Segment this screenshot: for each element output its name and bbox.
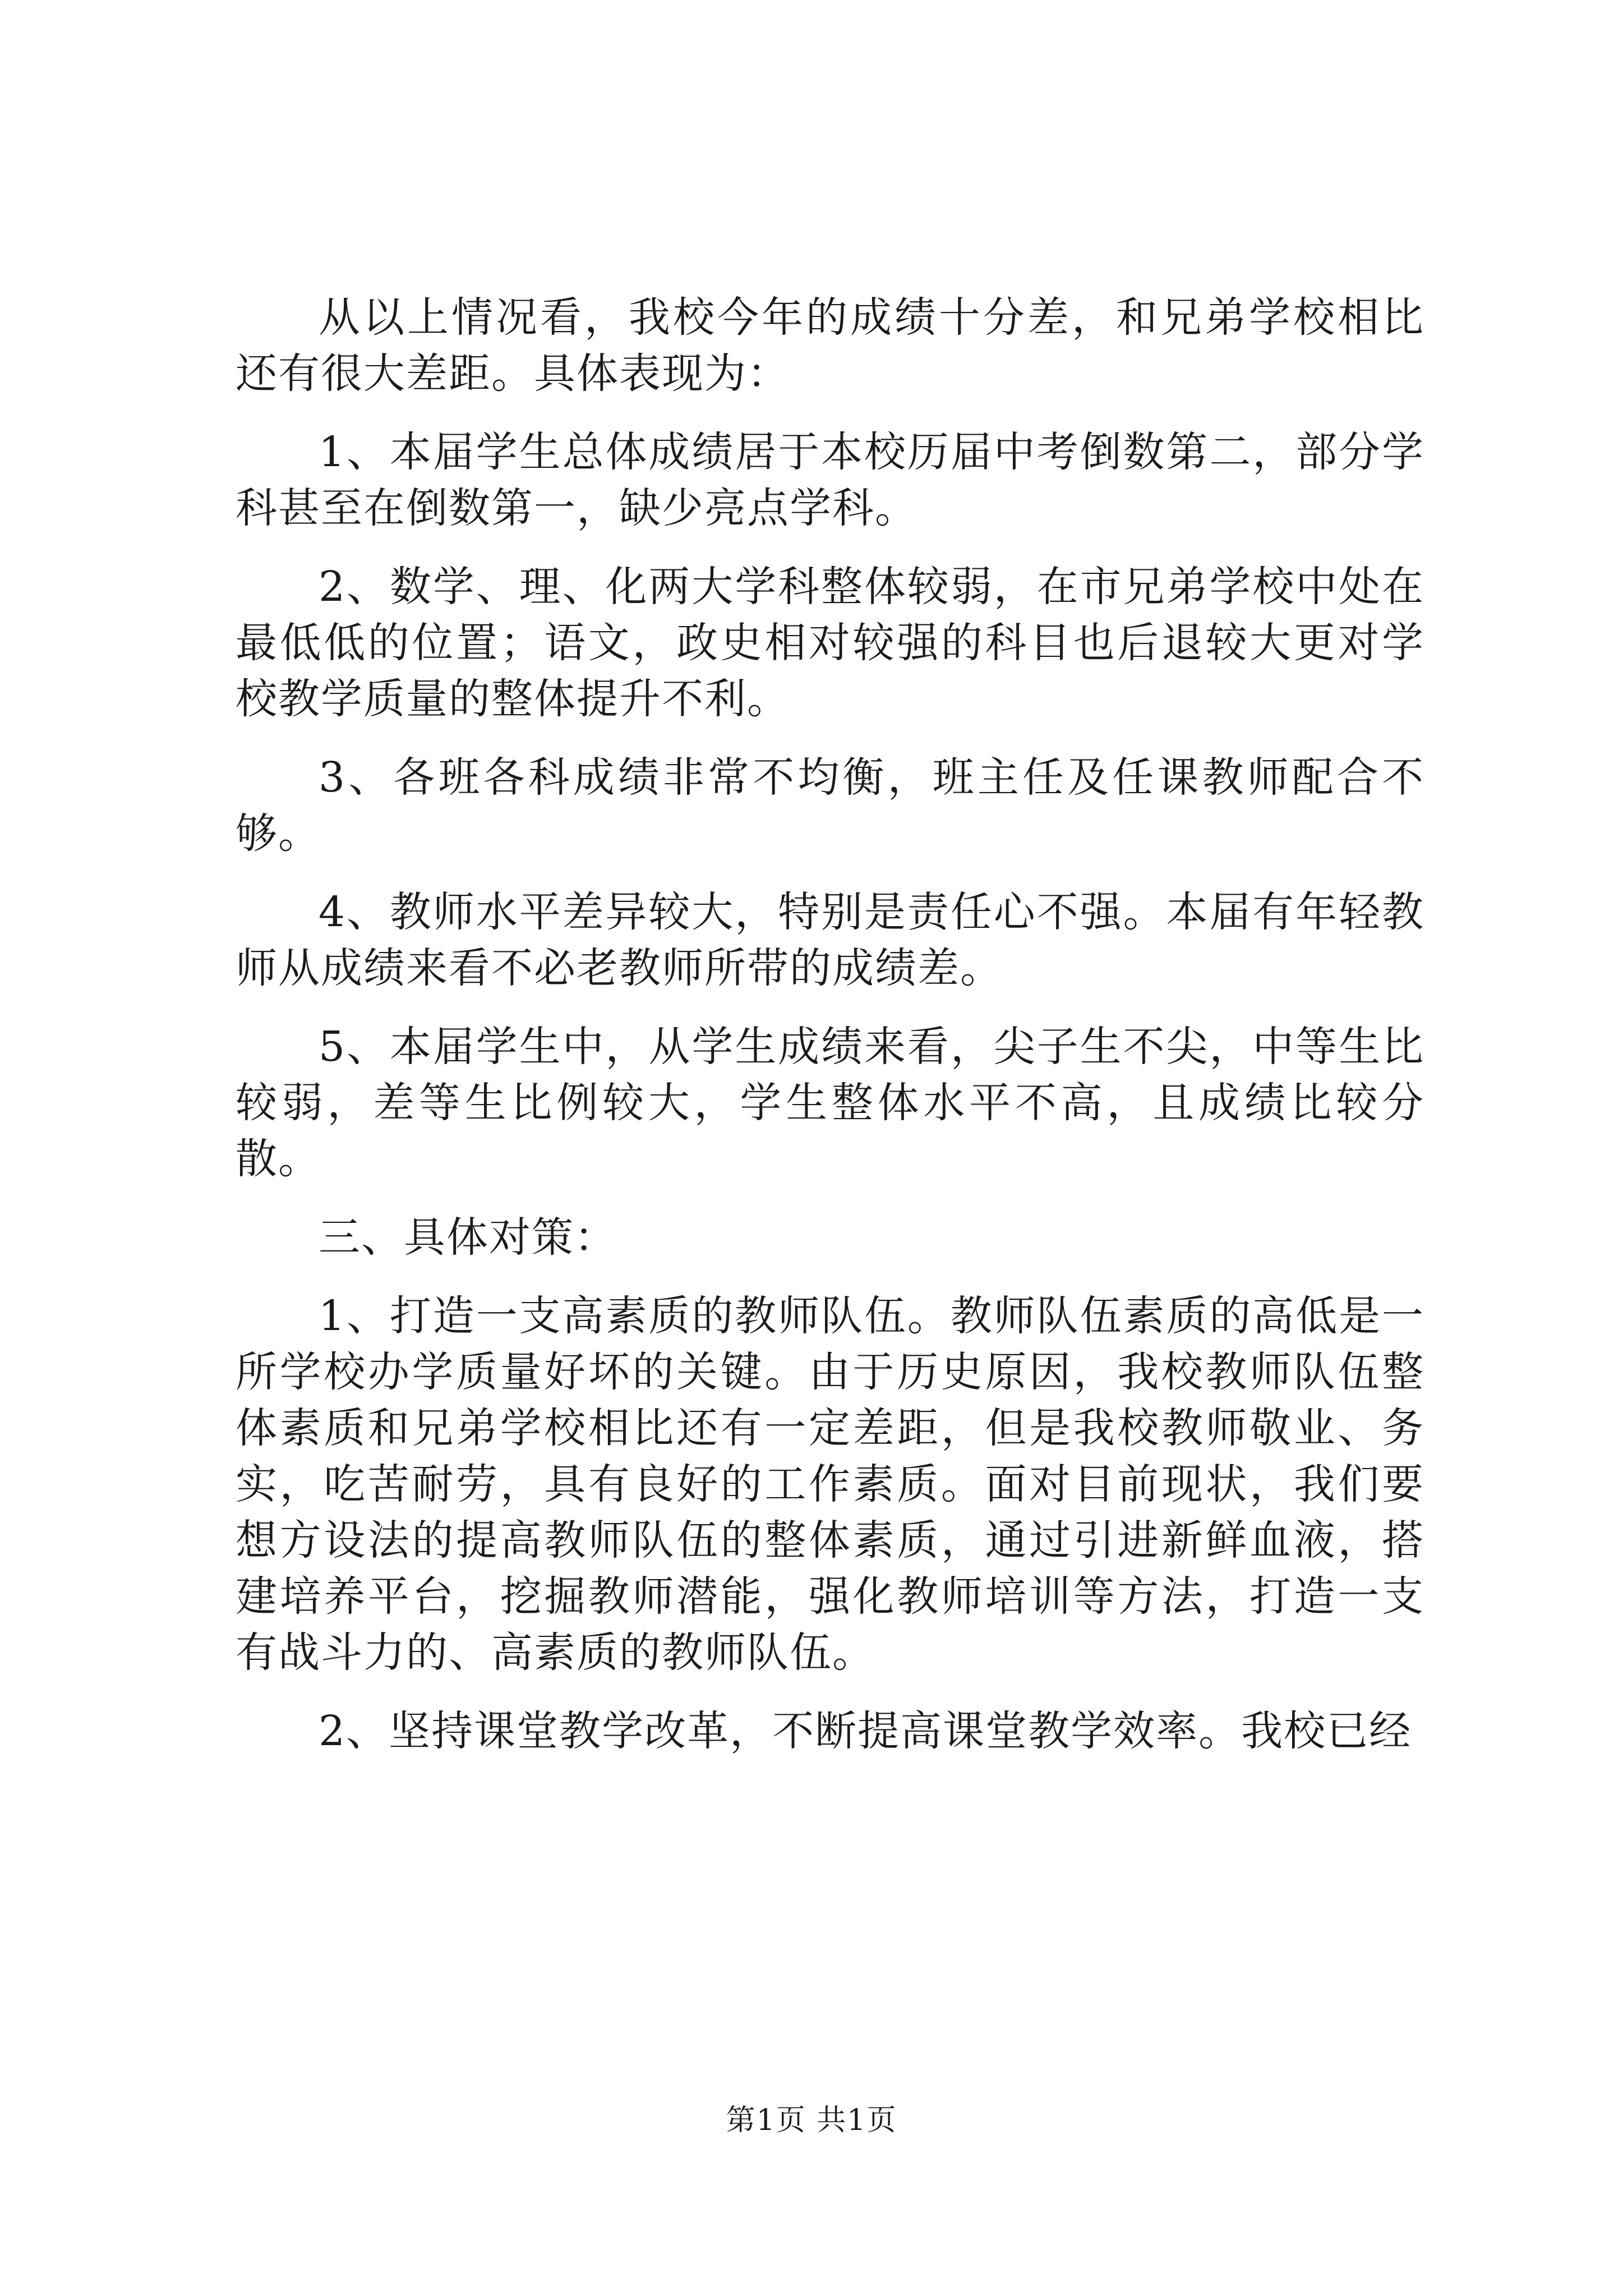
- paragraph-3: 2、数学、理、化两大学科整体较弱，在市兄弟学校中处在最低低的位置；语文，政史相对较强的科目也后退较大更对学校教学质量的整体提升不利。: [236, 563, 1424, 723]
- page-footer: 第1页 共1页: [726, 2104, 897, 2137]
- section-heading: 三、具体对策：: [319, 1213, 617, 1262]
- body-text: [236, 289, 1424, 1759]
- paragraph-5: 4、教师水平差异较大，特别是责任心不强。本届有年轻教师从成绩来看不必老教师所带的成绩差。: [236, 888, 1424, 992]
- paragraph-1: 从以上情况看，我校今年的成绩十分差，和兄弟学校相比还有很大差距。具体表现为：: [236, 293, 1424, 398]
- paragraph-4: 3、各班各科成绩非常不均衡，班主任及任课教师配合不够。: [236, 753, 1424, 858]
- paragraph-6: 5、本届学生中，从学生成绩来看，尖子生不尖，中等生比较弱，差等生比例较大，学生整体水平不高，且成绩比较分散。: [236, 1023, 1424, 1183]
- paragraph-7: 1、打造一支高素质的教师队伍。教师队伍素质的高低是一所学校办学质量好坏的关键。由于历史原因，我校教师队伍整体素质和兄弟学校相比还有一定差距，但是我校教师敬业、务实，吃苦耐劳，具有良好的工作素质。面对目前现状，我们要想方设法的提高教师队伍的整体素质，通过引进新鲜血液，搭建培养平台，挖掘教师潜能，强化教师培训等方法，打造一支有战斗力的、高素质的教师队伍。: [236, 1292, 1424, 1677]
- paragraph-2: 1、本届学生总体成绩居于本校历届中考倒数第二，部分学科甚至在倒数第一，缺少亮点学科。: [236, 428, 1424, 532]
- paragraph-8: 2、坚持课堂教学改革，不断提高课堂教学效率。我校已经: [319, 1707, 1412, 1755]
